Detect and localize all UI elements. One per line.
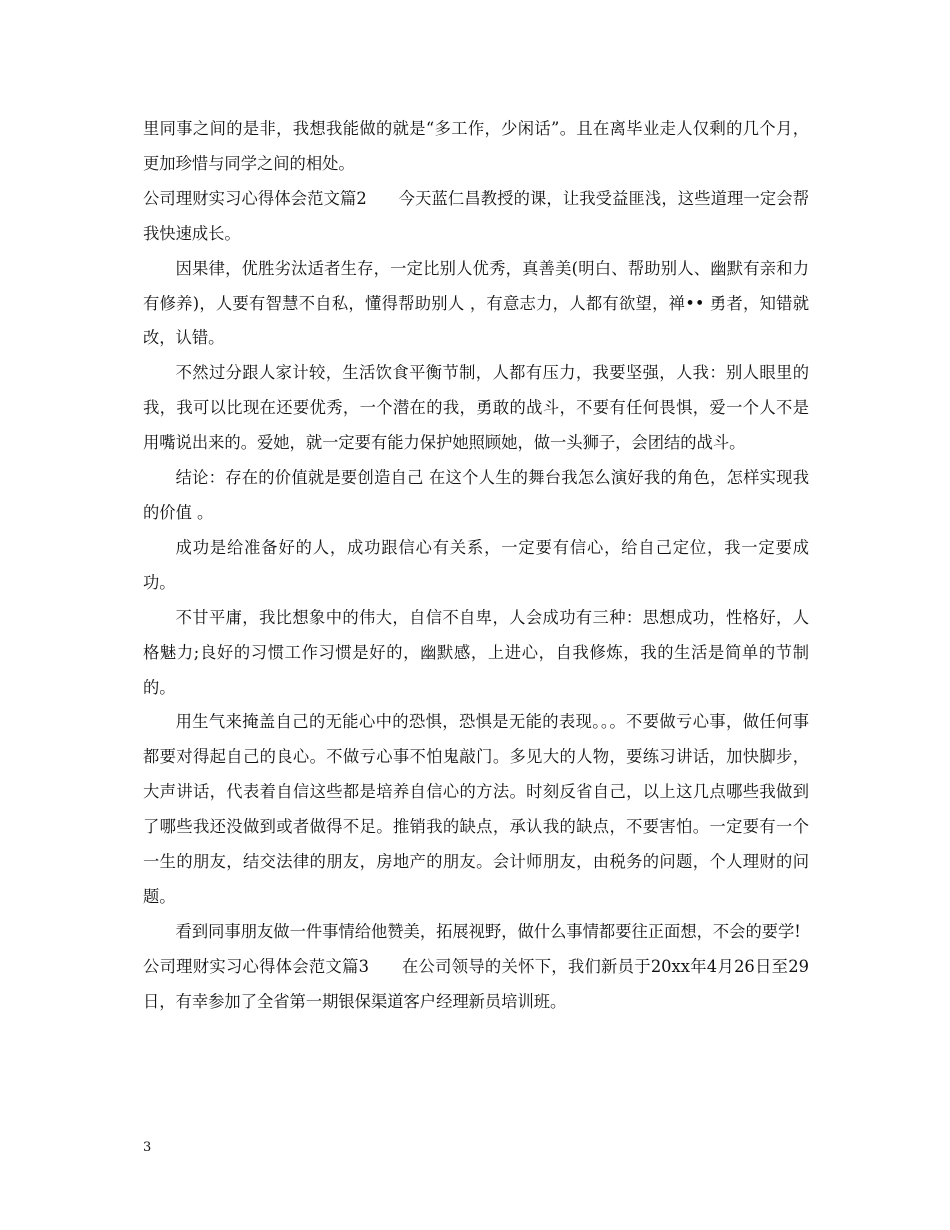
document-page [143, 112, 809, 1020]
paragraph-1: 里同事之间的是非，我想我能做的就是“多工作，少闲话”。且在离毕业走人仅剩的几个月，更加珍惜与同学之间的相处。 [143, 119, 809, 173]
paragraph-10 [143, 950, 809, 1020]
paragraph-6: 成功是给准备好的人，成功跟信心有关系，一定要有信心，给自己定位，我一定要成功。 [143, 537, 809, 592]
heading-gap-2 [369, 957, 402, 976]
paragraph-5: 结论：存在的价值就是要创造自己 在这个人生的舞台我怎么演好我的角色，怎样实现我的价值 。 [143, 468, 809, 522]
paragraph-2-text: 今天蓝仁昌教授的课，让我受益匪浅，这些道理一定会帮我快速成长。 [143, 188, 809, 243]
paragraph-2 [143, 182, 809, 252]
paragraph-7: 不甘平庸，我比想象中的伟大，自信不自卑，人会成功有三种：思想成功，性格好，人格魅力;良好的习惯工作习惯是好的，幽默感，上进心，自我修炼，我的生活是简单的节制的。 [143, 607, 809, 697]
paragraph-8: 用生气来掩盖自己的无能心中的恐惧，恐惧是无能的表现。。。不要做亏心事，做任何事都要对得起自己的良心。不做亏心事不怕鬼敲门。多见大的人物，要练习讲话，加快脚步，大声讲话，代表着自信这些都是培养自信心的方法。时刻反省自己，以上这几点哪些我做到了哪些我还没做到或者做得不足。推销我的缺点，承认我的缺点，不要害怕。一定要有一个一生的朋友，结交法律的朋友，房地产的朋友。会计师朋友，由税务的问题，个人理财的问题。 [143, 712, 809, 906]
paragraph-9: 看到同事朋友做一件事情给他赞美，拓展视野，做什么事情都要往正面想，不会的要学! [175, 921, 801, 941]
paragraph-10-text: 在公司领导的关怀下，我们新员于20xx年4月26日至29日，有幸参加了全省第一期银保渠道客户经理新员培训班。 [143, 956, 809, 1011]
heading-gap [367, 189, 399, 208]
paragraph-4: 不然过分跟人家计较，生活饮食平衡节制，人都有压力，我要坚强，人我：别人眼里的我，我可以比现在还要优秀，一个潜在的我，勇敢的战斗，不要有任何畏惧，爱一个人不是用嘴说出来的。爱她，就一定要有能力保护她照顾她，做一头狮子，会团结的战斗。 [143, 363, 809, 453]
paragraph-3: 因果律，优胜劣汰适者生存，一定比别人优秀，真善美(明白、帮助别人、幽默有亲和力有修养)，人要有智慧不自私，懂得帮助别人 ，有意志力，人都有欲望，禅•• 勇者，知错就改，认错。 [143, 258, 809, 348]
section-heading-2: 公司理财实习心得体会范文篇2 [143, 188, 367, 208]
section-heading-3: 公司理财实习心得体会范文篇3 [143, 956, 370, 976]
page-number: 3 [143, 1140, 152, 1155]
